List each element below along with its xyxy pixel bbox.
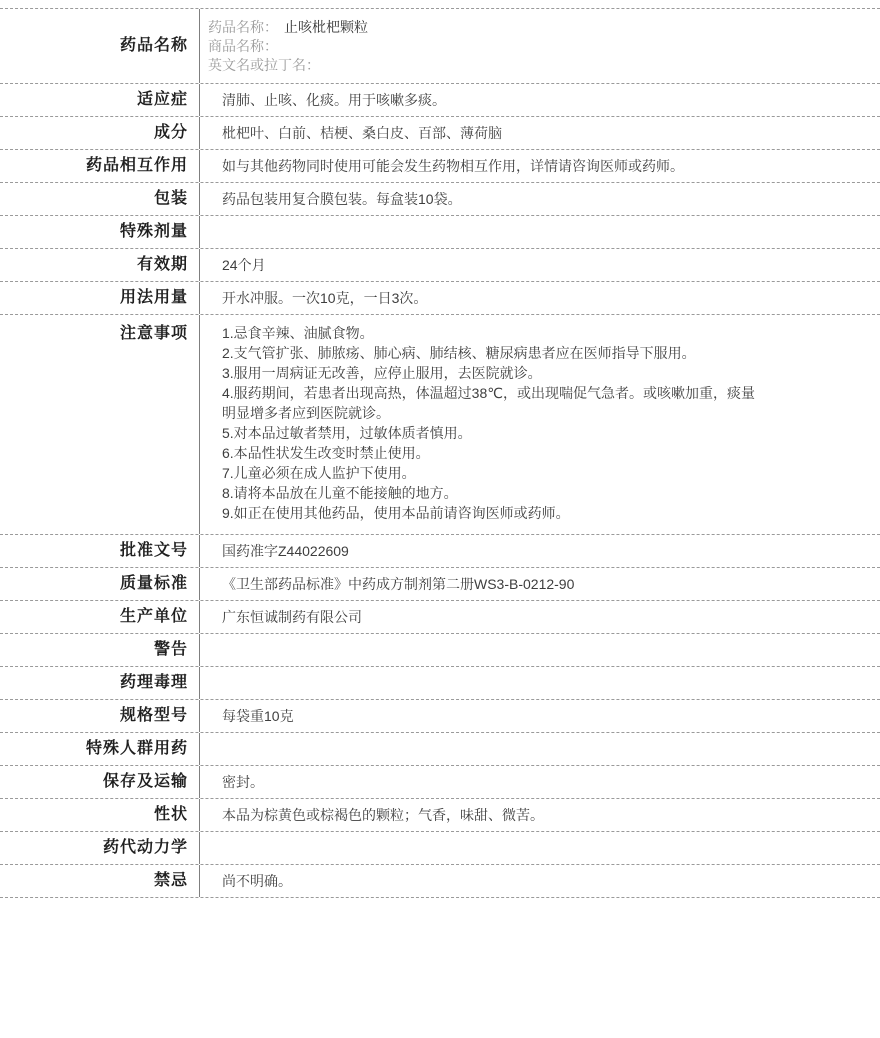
table-row xyxy=(0,83,880,116)
row-label: 药品相互作用 xyxy=(0,150,200,182)
table-row xyxy=(0,567,880,600)
row-label: 有效期 xyxy=(0,249,200,281)
table-row xyxy=(0,831,880,864)
row-content xyxy=(200,733,880,765)
precaution-line: 8.请将本品放在儿童不能接触的地方。 xyxy=(222,485,458,501)
precaution-line: 7.儿童必须在成人监护下使用。 xyxy=(222,465,416,481)
row-label: 警告 xyxy=(0,634,200,666)
table-row xyxy=(0,633,880,666)
precaution-line: 3.服用一周病证无改善，应停止服用，去医院就诊。 xyxy=(222,365,542,381)
row-content xyxy=(200,568,880,600)
row-content xyxy=(200,249,880,281)
row-text: 24个月 xyxy=(222,256,266,273)
table-row xyxy=(0,9,880,83)
precaution-line: 6.本品性状发生改变时禁止使用。 xyxy=(222,445,430,461)
row-content xyxy=(200,183,880,215)
precaution-line: 5.对本品过敏者禁用，过敏体质者慎用。 xyxy=(222,425,472,441)
row-text: 尚不明确。 xyxy=(222,872,292,889)
precaution-line: 1.忌食辛辣、油腻食物。 xyxy=(222,325,374,341)
row-content xyxy=(200,117,880,149)
row-text: 密封。 xyxy=(222,773,264,790)
row-text: 枇杷叶、白前、桔梗、桑白皮、百部、薄荷脑 xyxy=(222,124,502,141)
row-text: 清肺、止咳、化痰。用于咳嗽多痰。 xyxy=(222,91,446,108)
row-content xyxy=(200,700,880,732)
row-label: 保存及运输 xyxy=(0,766,200,798)
table-row xyxy=(0,182,880,215)
name-field-line xyxy=(208,18,872,37)
name-field-line xyxy=(208,56,872,75)
row-label: 特殊剂量 xyxy=(0,216,200,248)
row-text: 药品包装用复合膜包装。每盒装10袋。 xyxy=(222,190,462,207)
row-label: 性状 xyxy=(0,799,200,831)
table-row xyxy=(0,149,880,182)
row-label: 药品名称 xyxy=(0,9,200,83)
field-key: 药品名称： xyxy=(208,18,278,35)
row-text: 开水冲服。一次10克，一日3次。 xyxy=(222,289,428,306)
table-row xyxy=(0,248,880,281)
row-label: 生产单位 xyxy=(0,601,200,633)
row-text: 广东恒诚制药有限公司 xyxy=(222,608,362,625)
table-row xyxy=(0,534,880,567)
row-text: 本品为棕黄色或棕褐色的颗粒；气香，味甜、微苦。 xyxy=(222,806,544,823)
field-key: 商品名称： xyxy=(208,37,278,54)
row-label: 批准文号 xyxy=(0,535,200,567)
row-content xyxy=(200,766,880,798)
row-content xyxy=(200,150,880,182)
row-label: 特殊人群用药 xyxy=(0,733,200,765)
row-label: 药代动力学 xyxy=(0,832,200,864)
row-label: 用法用量 xyxy=(0,282,200,314)
row-content xyxy=(200,667,880,699)
row-text: 如与其他药物同时使用可能会发生药物相互作用，详情请咨询医师或药师。 xyxy=(222,157,684,174)
row-content xyxy=(200,601,880,633)
table-row xyxy=(0,666,880,699)
row-label: 注意事项 xyxy=(0,315,200,534)
field-key: 英文名或拉丁名： xyxy=(208,56,320,73)
row-content xyxy=(200,9,880,83)
row-label: 成分 xyxy=(0,117,200,149)
table-row xyxy=(0,699,880,732)
table-row xyxy=(0,798,880,831)
row-label: 包装 xyxy=(0,183,200,215)
table-row xyxy=(0,765,880,798)
precaution-line: 9.如正在使用其他药品，使用本品前请咨询医师或药师。 xyxy=(222,505,570,521)
row-content xyxy=(200,535,880,567)
table-row xyxy=(0,864,880,897)
row-content xyxy=(200,832,880,864)
row-label: 药理毒理 xyxy=(0,667,200,699)
table-row xyxy=(0,600,880,633)
row-label: 质量标准 xyxy=(0,568,200,600)
row-text: 国药准字Z44022609 xyxy=(222,542,349,559)
precaution-line: 明显增多者应到医院就诊。 xyxy=(222,405,390,421)
row-content xyxy=(200,84,880,116)
row-label: 适应症 xyxy=(0,84,200,116)
row-label: 禁忌 xyxy=(0,865,200,897)
table-row xyxy=(0,116,880,149)
row-text: 《卫生部药品标准》中药成方制剂第二册WS3-B-0212-90 xyxy=(222,575,575,592)
row-content xyxy=(200,865,880,897)
field-value: 止咳枇杷颗粒 xyxy=(284,18,368,35)
drug-info-table xyxy=(0,8,880,898)
table-row xyxy=(0,314,880,534)
row-content xyxy=(200,282,880,314)
page xyxy=(0,8,880,1038)
precaution-line: 4.服药期间，若患者出现高热，体温超过38℃，或出现喘促气急者。或咳嗽加重，痰量 xyxy=(222,385,755,401)
table-row xyxy=(0,215,880,248)
table-row xyxy=(0,281,880,314)
row-content xyxy=(200,315,880,534)
table-row xyxy=(0,732,880,765)
precaution-line: 2.支气管扩张、肺脓疡、肺心病、肺结核、糖尿病患者应在医师指导下服用。 xyxy=(222,345,696,361)
row-label: 规格型号 xyxy=(0,700,200,732)
name-field-line xyxy=(208,37,872,56)
row-text: 每袋重10克 xyxy=(222,707,294,724)
row-content xyxy=(200,216,880,248)
row-content xyxy=(200,634,880,666)
row-content xyxy=(200,799,880,831)
